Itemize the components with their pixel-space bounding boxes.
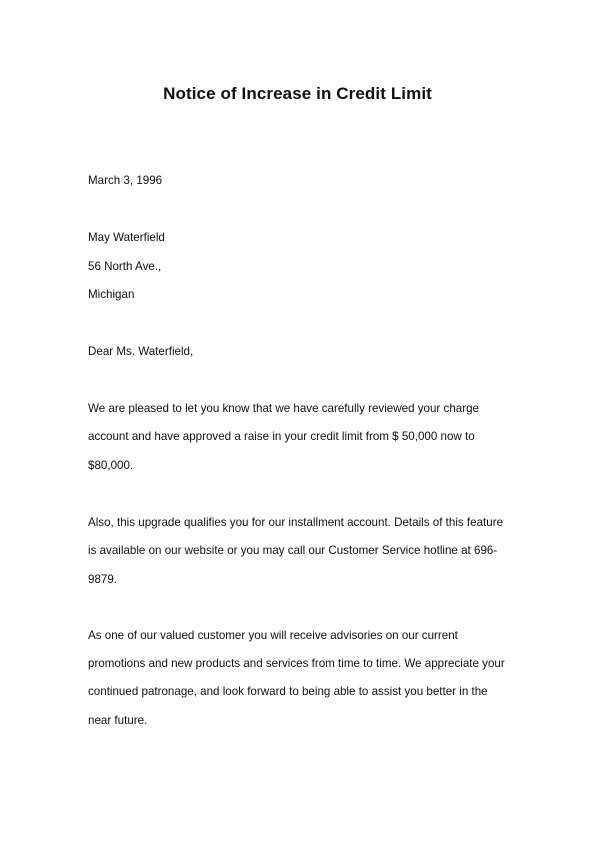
paragraph-2-line-3: 9879.	[88, 573, 118, 586]
paragraph-2-line-2: is available on our website or you may call our Customer Service hotline at 696-	[88, 544, 498, 557]
paragraph-1-line-3: $80,000.	[88, 459, 134, 472]
paragraph-1-line-2: account and have approved a raise in your credit limit from $ 50,000 now to	[88, 430, 475, 443]
recipient-name: May Waterfield	[88, 231, 165, 244]
letter-date: March 3, 1996	[88, 174, 163, 187]
paragraph-3-line-4: near future.	[88, 714, 148, 727]
recipient-street: 56 North Ave.,	[88, 260, 162, 273]
salutation: Dear Ms. Waterfield,	[88, 345, 194, 358]
paragraph-3-line-2: promotions and new products and services from time to time. We appreciate your	[88, 657, 505, 670]
recipient-state: Michigan	[88, 288, 135, 301]
letter-title: Notice of Increase in Credit Limit	[163, 84, 432, 103]
paragraph-3-line-3: continued patronage, and look forward to being able to assist you better in the	[88, 685, 488, 698]
paragraph-1-line-1: We are pleased to let you know that we have carefully reviewed your charge	[88, 402, 479, 415]
paragraph-2-line-1: Also, this upgrade qualifies you for our installment account. Details of this feature	[88, 516, 504, 529]
paragraph-3-line-1: As one of our valued customer you will receive advisories on our current	[88, 629, 458, 642]
